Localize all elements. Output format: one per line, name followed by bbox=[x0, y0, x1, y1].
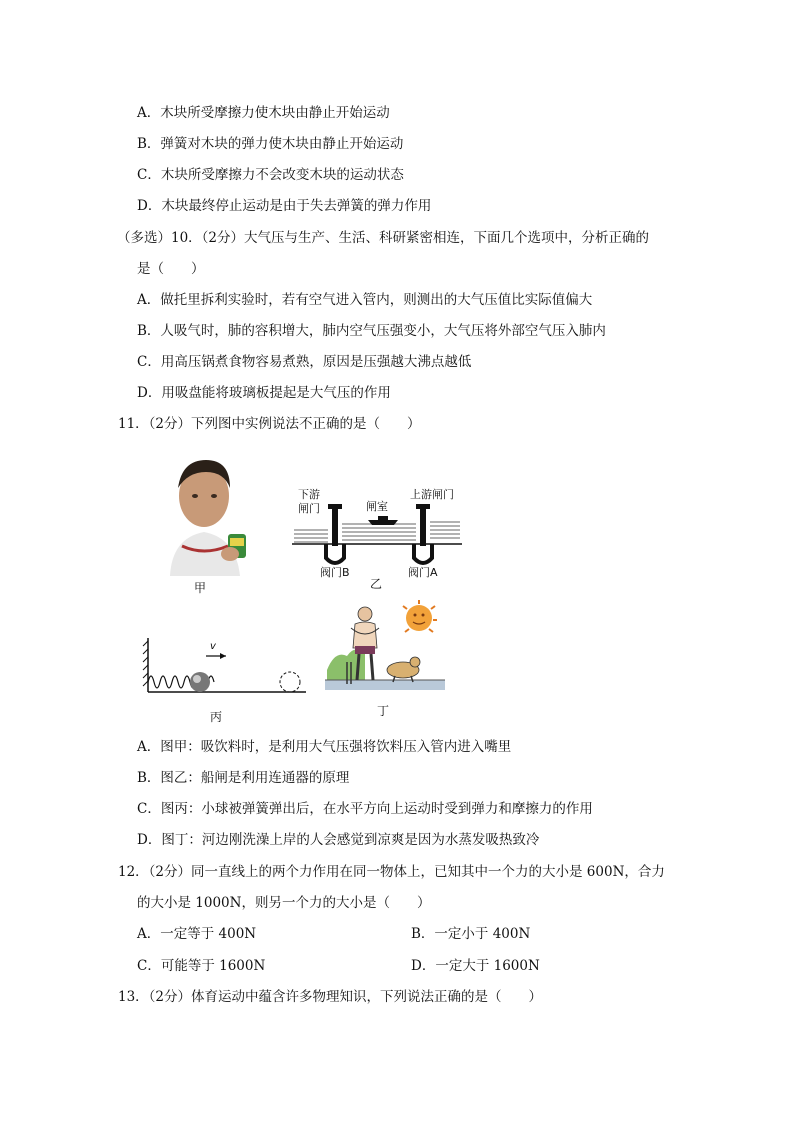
q10-option-d: D．用吸盘能将玻璃板提起是大气压的作用 bbox=[137, 385, 391, 401]
lock-label-chamber: 闸室 bbox=[366, 500, 388, 513]
q13-stem: 13．（2分）体育运动中蕴含许多物理知识，下列说法正确的是（ ） bbox=[118, 989, 543, 1005]
q12-option-d: D．一定大于 1600N bbox=[411, 958, 540, 974]
figure-yi-label: 乙 bbox=[370, 577, 383, 591]
q11-option-b: B．图乙：船闸是利用连通器的原理 bbox=[137, 770, 350, 786]
q12-stem-line1: 12．（2分）同一直线上的两个力作用在同一物体上，已知其中一个力的大小是 600N，合力 bbox=[118, 864, 665, 880]
q11-option-a: A．图甲：吸饮料时，是利用大气压强将饮料压入管内进入嘴里 bbox=[137, 739, 512, 755]
q11-stem: 11．（2分）下列图中实例说法不正确的是（ ） bbox=[118, 416, 421, 432]
q12-option-c: C．可能等于 1600N bbox=[137, 958, 266, 974]
figure-yi-ship-lock bbox=[290, 484, 465, 579]
q10-stem-line1: （多选）10．（2分）大气压与生产、生活、科研紧密相连，下面几个选项中，分析正确的 bbox=[117, 230, 650, 246]
figure-ding-swimmer-sun bbox=[325, 600, 445, 696]
figure-bing-spring-ball bbox=[140, 636, 310, 698]
lock-label-downstream-2: 闸门 bbox=[298, 502, 320, 515]
figure-jia-label: 甲 bbox=[194, 581, 207, 595]
q10-option-b: B．人吸气时，肺的容积增大，肺内空气压强变小，大气压将外部空气压入肺内 bbox=[137, 323, 606, 339]
figure-ding-label: 丁 bbox=[377, 704, 390, 718]
q9-option-a: A．木块所受摩擦力使木块由静止开始运动 bbox=[137, 105, 390, 121]
lock-label-valve-b: 阀门B bbox=[320, 566, 350, 579]
q9-option-b: B．弹簧对木块的弹力使木块由静止开始运动 bbox=[137, 136, 404, 152]
figure-jia-boy-drinking bbox=[158, 454, 248, 576]
figure-bing-label: 丙 bbox=[210, 710, 223, 724]
q9-option-c: C．木块所受摩擦力不会改变木块的运动状态 bbox=[137, 167, 404, 183]
lock-label-downstream-1: 下游 bbox=[298, 488, 320, 501]
q12-stem-line2: 的大小是 1000N，则另一个力的大小是（ ） bbox=[137, 895, 431, 911]
q11-option-c: C．图丙：小球被弹簧弹出后，在水平方向上运动时受到弹力和摩擦力的作用 bbox=[137, 801, 593, 817]
q11-option-d: D．图丁：河边刚洗澡上岸的人会感觉到凉爽是因为水蒸发吸热致冷 bbox=[137, 832, 540, 848]
q10-stem-line2: 是（ ） bbox=[137, 261, 205, 277]
lock-label-upstream-gate: 上游闸门 bbox=[410, 488, 454, 501]
q10-option-a: A．做托里拆利实验时，若有空气进入管内，则测出的大气压值比实际值偏大 bbox=[137, 292, 593, 308]
q12-option-a: A．一定等于 400N bbox=[137, 926, 257, 942]
velocity-label: v bbox=[210, 641, 216, 652]
q12-option-b: B．一定小于 400N bbox=[411, 926, 531, 942]
q9-option-d: D．木块最终停止运动是由于失去弹簧的弹力作用 bbox=[137, 198, 432, 214]
lock-label-valve-a: 阀门A bbox=[408, 566, 438, 579]
q10-option-c: C．用高压锅煮食物容易煮熟，原因是压强越大沸点越低 bbox=[137, 354, 472, 370]
